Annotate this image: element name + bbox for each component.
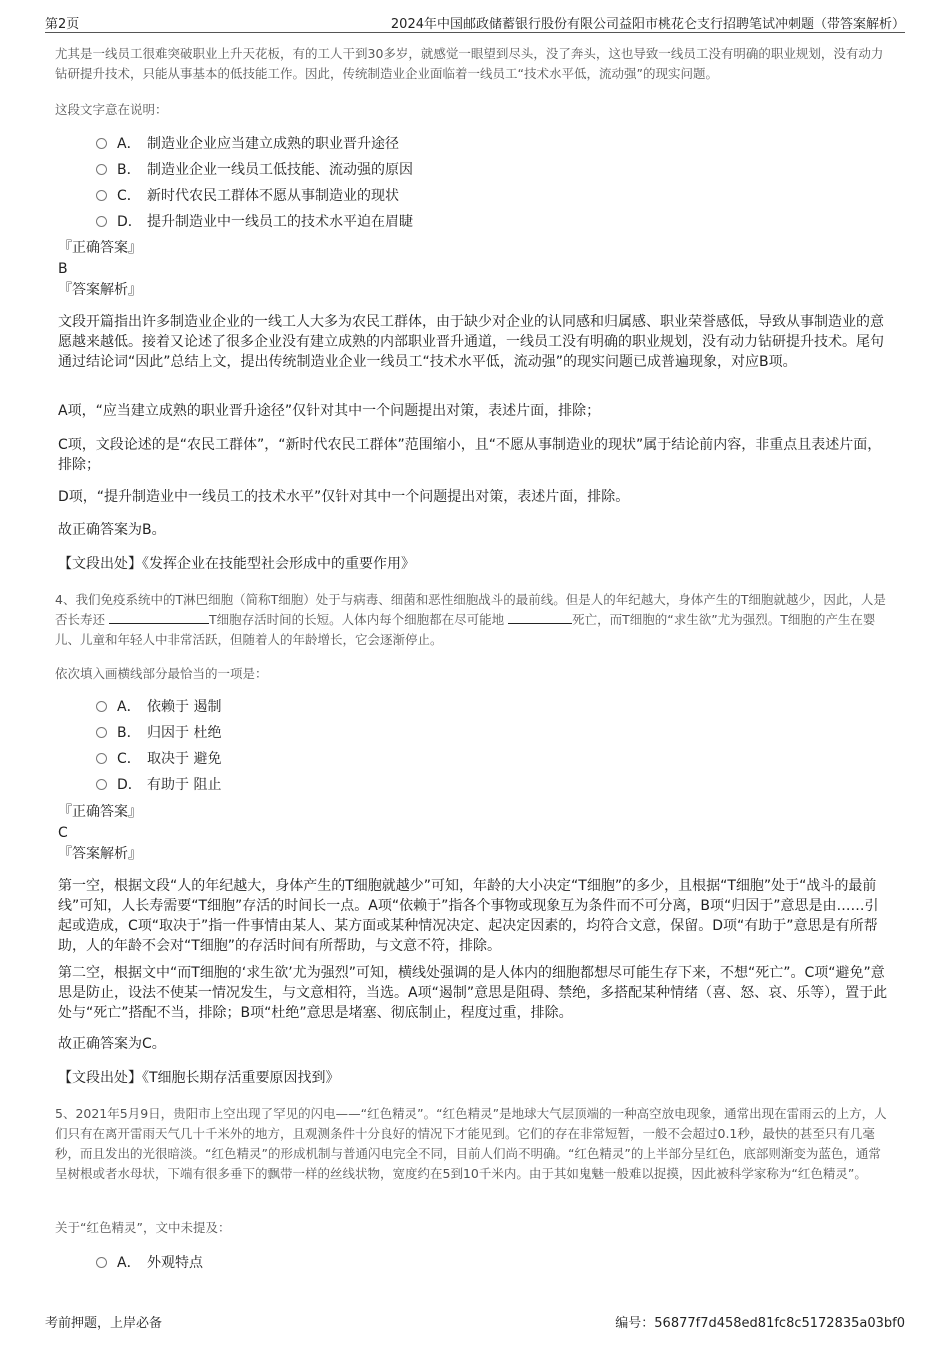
q4-option-d[interactable]: D． 有助于 阻止 [96, 774, 221, 796]
blank-1[interactable] [109, 611, 209, 624]
radio-icon[interactable] [96, 727, 107, 738]
q5-prompt: 关于“红色精灵”，文中未提及： [55, 1220, 231, 1235]
q3-answer: B [58, 261, 68, 277]
q4-option-a[interactable]: A． 依赖于 遏制 [96, 696, 221, 718]
q3-option-b[interactable]: B． 制造业企业一线员工低技能、流动强的原因 [96, 159, 413, 181]
radio-icon[interactable] [96, 138, 107, 149]
radio-icon[interactable] [96, 1257, 107, 1268]
q4-option-b[interactable]: B． 归因于 杜绝 [96, 722, 221, 744]
radio-icon[interactable] [96, 701, 107, 712]
q4-answer: C [58, 825, 68, 841]
q4-conclusion: 故正确答案为C。 [58, 1036, 166, 1052]
radio-icon[interactable] [96, 779, 107, 790]
q3-prompt: 这段文字意在说明： [55, 102, 168, 117]
document-title: 2024年中国邮政储蓄银行股份有限公司益阳市桃花仑支行招聘笔试冲刺题（带答案解析） [390, 17, 905, 32]
q3-option-a[interactable]: A． 制造业企业应当建立成熟的职业晋升途径 [96, 133, 399, 155]
radio-icon[interactable] [96, 216, 107, 227]
q3-analysis-3: C项，文段论述的是“农民工群体”，“新时代农民工群体”范围缩小，且“不愿从事制造业的现状”属于结论前内容，非重点且表述片面，排除； [58, 437, 882, 473]
q3-analysis-4: D项，“提升制造业中一线员工的技术水平”仅针对其中一个问题提出对策，表述片面，排除。 [58, 489, 630, 505]
q4-answer-label: 『正确答案』 [58, 804, 142, 820]
q4-analysis-2: 第二空，根据文中“而T细胞的‘求生欲’尤为强烈”可知，横线处强调的是人体内的细胞都想尽可能生存下来，不想“死亡”。C项“避免”意思是防止，设法不使某一情况发生，与文意相符，当选。A项“遏制”意思是阻碍、禁绝，多搭配某种情绪（喜、怒、哀、乐等），置于此处与“死亡”搭配不当，排除；B项“杜绝”意思是堵塞、彻底制止，程度过重，排除。 [58, 965, 888, 1021]
q5-option-a[interactable]: A． 外观特点 [96, 1252, 203, 1274]
q3-option-c[interactable]: C． 新时代农民工群体不愿从事制造业的现状 [96, 185, 399, 207]
radio-icon[interactable] [96, 753, 107, 764]
q3-analysis-1: 文段开篇指出许多制造业企业的一线工人大多为农民工群体，由于缺少对企业的认同感和归属感、职业荣誉感低，导致从事制造业的意愿越来越低。接着又论述了很多企业没有建立成熟的内部职业晋升通道，一线员工没有明确的职业规划，没有动力钻研提升技术。尾句通过结论词“因此”总结上文，提出传统制造业企业一线员工“技术水平低，流动强”的现实问题已成普遍现象，对应B项。 [58, 314, 884, 370]
document-id: 编号：56877f7d458ed81fc8c5172835a03bf0 [615, 1316, 905, 1331]
radio-icon[interactable] [96, 164, 107, 175]
page-number: 第2页 [45, 17, 80, 32]
q4-analysis-1: 第一空，根据文段“人的年纪越大，身体产生的T细胞就越少”可知，年龄的大小决定“T细胞”的多少，且根据“T细胞”处于“战斗的最前线”可知，人长寿需要“T细胞”存活的时间长一点。A项“依赖于”指各个事物或现象互为条件而不可分离，B项“归因于”意思是由……引起或造成，C项“取决于”指一件事情由某人、某方面或某种情况决定、起决定因素的，均符合文意，保留。D项“有助于”意思是有所帮助，人的年龄不会对“T细胞”的存活时间有所帮助，与文意不符，排除。 [58, 878, 879, 954]
q3-passage: 尤其是一线员工很难突破职业上升天花板，有的工人干到30多岁，就感觉一眼望到尽头，没了奔头，这也导致一线员工没有明确的职业规划，没有动力钻研提升技术，只能从事基本的低技能工作。因此，传统制造业企业面临着一线员工“技术水平低，流动强”的现实问题。 [55, 46, 884, 81]
q3-conclusion: 故正确答案为B。 [58, 522, 166, 538]
q3-option-d[interactable]: D． 提升制造业中一线员工的技术水平迫在眉睫 [96, 211, 413, 233]
blank-2[interactable] [508, 611, 572, 624]
footer-slogan: 考前押题，上岸必备 [45, 1316, 163, 1331]
q4-source: 【文段出处】《T细胞长期存活重要原因找到》 [58, 1070, 340, 1086]
q3-analysis-label: 『答案解析』 [58, 282, 142, 298]
q5-passage: 5、2021年5月9日，贵阳市上空出现了罕见的闪电——“红色精灵”。“红色精灵”是地球大气层顶端的一种高空放电现象，通常出现在雷雨云的上方，人们只有在离开雷雨天气几十千米外的地方，且观测条件十分良好的情况下才能见到。它们的存在非常短暂，一般不会超过0.1秒，最快的甚至只有几毫秒，而且发出的光很暗淡。“红色精灵”的形成机制与普通闪电完全不同，目前人们尚不明确。“红色精灵”的上半部分呈红色，底部则渐变为蓝色，通常呈树根或者水母状，下端有很多垂下的飘带一样的丝线状物，宽度约在5到10千米内。由于其如鬼魅一般难以捉摸，因此被科学家称为“红色精灵”。 [55, 1106, 887, 1181]
page-header [45, 8, 905, 33]
page-footer [45, 1310, 905, 1332]
q4-analysis-label: 『答案解析』 [58, 846, 142, 862]
q4-prompt: 依次填入画横线部分最恰当的一项是： [55, 666, 268, 681]
q3-analysis-2: A项，“应当建立成熟的职业晋升途径”仅针对其中一个问题提出对策，表述片面，排除； [58, 403, 601, 419]
q3-answer-label: 『正确答案』 [58, 240, 142, 256]
radio-icon[interactable] [96, 190, 107, 201]
q4-passage: 4、我们免疫系统中的T淋巴细胞（简称T细胞）处于与病毒、细菌和恶性细胞战斗的最前线。但是人的年纪越大，身体产生的T细胞就越少，因此，人是否长寿还 T细胞存活时间的长短。人体内每个细胞都在尽可能地 死亡，而T细胞的“求生欲”尤为强烈。T细胞的产生在婴儿、儿童和年轻人中非常活跃，但随着人的年龄增长，它会逐渐停止。 [55, 592, 886, 647]
q4-option-c[interactable]: C． 取决于 避免 [96, 748, 221, 770]
q3-source: 【文段出处】《发挥企业在技能型社会形成中的重要作用》 [58, 556, 415, 572]
